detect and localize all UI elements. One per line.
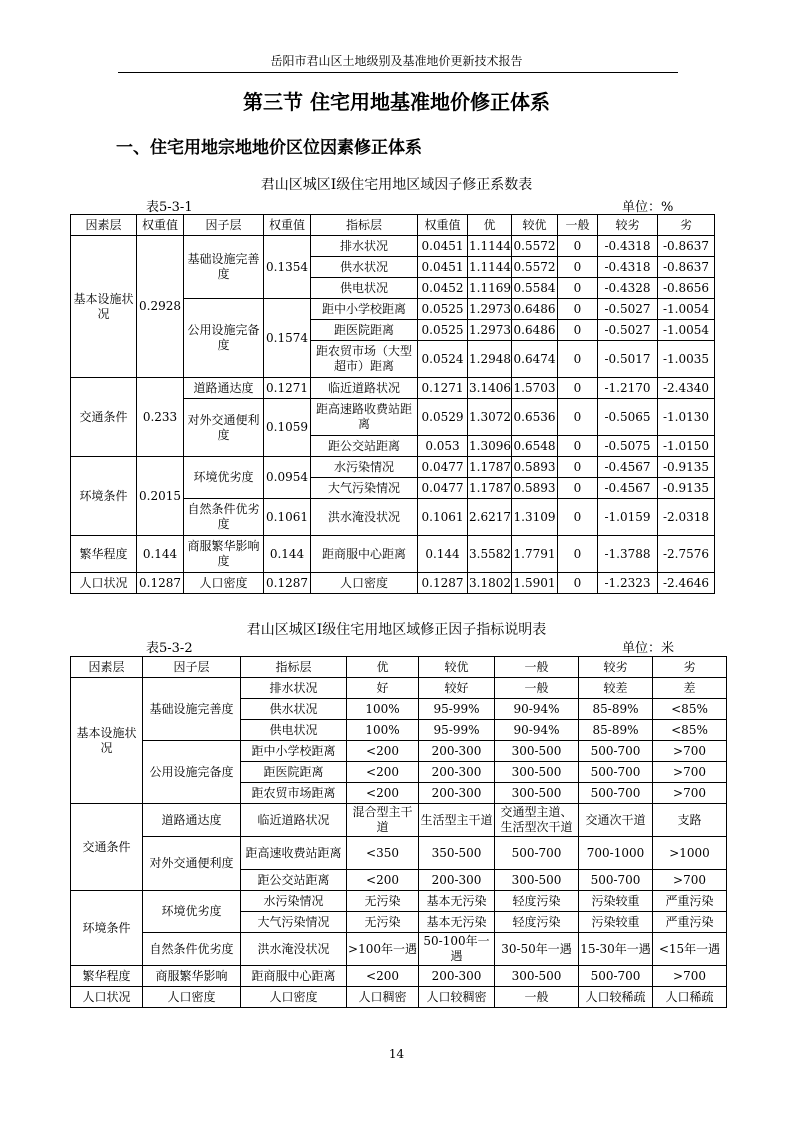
table-cell: 人口密度 <box>184 573 264 594</box>
header-cell: 指标层 <box>241 657 347 678</box>
table-cell: 0.5572 <box>512 257 558 278</box>
table-cell: -0.9135 <box>658 457 715 478</box>
table-cell: 1.1144 <box>468 236 512 257</box>
table-cell: 0.0451 <box>418 236 468 257</box>
table-cell: 距农贸市场（大型超市）距离 <box>311 341 418 378</box>
table-cell: 0.1354 <box>264 236 311 299</box>
table-cell: 环境优劣度 <box>143 891 241 933</box>
table-cell: 0 <box>558 299 598 320</box>
table-cell: 商服繁华影响度 <box>184 536 264 573</box>
table1-number: 表5-3-1 <box>146 200 193 215</box>
table-cell: 2.6217 <box>468 499 512 536</box>
table-cell: 50-100年一遇 <box>419 933 495 966</box>
table-row <box>71 457 715 478</box>
table-cell: 大气污染情况 <box>311 478 418 499</box>
table-cell: 0.0525 <box>418 299 468 320</box>
table-cell: 1.1144 <box>468 257 512 278</box>
table-cell: 0 <box>558 378 598 399</box>
table-cell: 0.1271 <box>418 378 468 399</box>
table-cell: 350-500 <box>419 837 495 870</box>
table-cell: -1.0150 <box>658 436 715 457</box>
table-cell: 0.0524 <box>418 341 468 378</box>
table-cell: -0.8656 <box>658 278 715 299</box>
table-cell: 1.5703 <box>512 378 558 399</box>
table-cell: 500-700 <box>579 762 653 783</box>
table-cell: >700 <box>653 783 727 804</box>
table-cell: <200 <box>347 966 419 987</box>
table-cell: 1.2948 <box>468 341 512 378</box>
table-cell: 差 <box>653 678 727 699</box>
table-cell: -0.5027 <box>598 299 658 320</box>
header-cell: 优 <box>347 657 419 678</box>
table-cell: 混合型主干道 <box>347 804 419 837</box>
table-cell: 供电状况 <box>311 278 418 299</box>
table-cell: 人口稀疏 <box>653 987 727 1008</box>
table-cell: 0 <box>558 536 598 573</box>
table-cell: 100% <box>347 699 419 720</box>
table-cell: 1.2973 <box>468 320 512 341</box>
table-cell: 0.0954 <box>264 457 311 499</box>
table-cell: <200 <box>347 870 419 891</box>
section-title: 第三节 住宅用地基准地价修正体系 <box>243 90 550 114</box>
table-row <box>71 837 727 870</box>
table-cell: 水污染情况 <box>311 457 418 478</box>
table-cell: >100年一遇 <box>347 933 419 966</box>
table2-number: 表5-3-2 <box>146 641 193 656</box>
table-cell: 无污染 <box>347 912 419 933</box>
header-cell: 一般 <box>495 657 579 678</box>
table-cell: -0.5027 <box>598 320 658 341</box>
table-cell: 严重污染 <box>653 912 727 933</box>
table-cell: 500-700 <box>579 741 653 762</box>
table-cell: 0.6486 <box>512 320 558 341</box>
table-cell: 好 <box>347 678 419 699</box>
table-cell: 繁华程度 <box>71 966 143 987</box>
table-cell: 200-300 <box>419 966 495 987</box>
table-cell: 公用设施完备度 <box>143 741 241 804</box>
table-cell: 繁华程度 <box>71 536 137 573</box>
table-row <box>71 933 727 966</box>
table-cell: 交通条件 <box>71 378 137 457</box>
factor-indicator-table <box>70 656 727 1008</box>
header-cell: 较优 <box>419 657 495 678</box>
table-cell: 人口状况 <box>71 987 143 1008</box>
table-cell: -0.4567 <box>598 457 658 478</box>
table-row <box>71 804 727 837</box>
header-cell: 权重值 <box>418 215 468 236</box>
table-cell: -0.4318 <box>598 236 658 257</box>
table-cell: 1.5901 <box>512 573 558 594</box>
table-cell: >700 <box>653 762 727 783</box>
table-cell: 200-300 <box>419 741 495 762</box>
table-cell: 距高速路收费站距离 <box>311 399 418 436</box>
table-cell: 0.6474 <box>512 341 558 378</box>
header-cell: 因素层 <box>71 657 143 678</box>
header-rule <box>118 72 678 73</box>
table-cell: 15-30年一遇 <box>579 933 653 966</box>
table-cell: 排水状况 <box>241 678 347 699</box>
table-cell: -1.0054 <box>658 299 715 320</box>
page-number: 14 <box>388 1047 405 1061</box>
table-row <box>71 236 715 257</box>
table-cell: 1.1169 <box>468 278 512 299</box>
table-cell: 严重污染 <box>653 891 727 912</box>
header-cell: 权重值 <box>137 215 184 236</box>
header-cell: 因素层 <box>71 215 137 236</box>
table-cell: -2.7576 <box>658 536 715 573</box>
table-cell: 1.3072 <box>468 399 512 436</box>
table-cell: 道路通达度 <box>184 378 264 399</box>
table-cell: 0 <box>558 257 598 278</box>
table-cell: 距医院距离 <box>241 762 347 783</box>
table-cell: 公用设施完备度 <box>184 299 264 378</box>
table-cell: 距公交站距离 <box>311 436 418 457</box>
table-cell: >700 <box>653 870 727 891</box>
table-cell: 1.3109 <box>512 499 558 536</box>
table-cell: 人口较稠密 <box>419 987 495 1008</box>
table-cell: 90-94% <box>495 720 579 741</box>
table-cell: 0.2928 <box>137 236 184 378</box>
header-cell: 较劣 <box>598 215 658 236</box>
table-cell: -0.5065 <box>598 399 658 436</box>
table-cell: 无污染 <box>347 891 419 912</box>
table-cell: 0.5893 <box>512 457 558 478</box>
table-row <box>71 378 715 399</box>
table-cell: 污染较重 <box>579 891 653 912</box>
table-cell: 500-700 <box>579 783 653 804</box>
table-cell: 3.5582 <box>468 536 512 573</box>
table-cell: 0 <box>558 236 598 257</box>
factor-coefficient-table <box>70 214 715 594</box>
table2-unit: 单位：米 <box>622 641 675 656</box>
table-cell: 供水状况 <box>311 257 418 278</box>
table-cell: -1.0130 <box>658 399 715 436</box>
table-cell: 0.053 <box>418 436 468 457</box>
header-cell: 指标层 <box>311 215 418 236</box>
table-cell: -1.2323 <box>598 573 658 594</box>
table-cell: 700-1000 <box>579 837 653 870</box>
table-cell: 1.1787 <box>468 478 512 499</box>
table-cell: 距中小学校距离 <box>311 299 418 320</box>
table-cell: 基础设施完善度 <box>184 236 264 299</box>
table-cell: -0.5017 <box>598 341 658 378</box>
header-cell: 较劣 <box>579 657 653 678</box>
table1-unit: 单位：% <box>622 200 674 215</box>
table-cell: 道路通达度 <box>143 804 241 837</box>
table-cell: 污染较重 <box>579 912 653 933</box>
table-cell: 0.2015 <box>137 457 184 536</box>
table-cell: 85-89% <box>579 720 653 741</box>
table-cell: 300-500 <box>495 762 579 783</box>
table-cell: <200 <box>347 762 419 783</box>
table-cell: 基础设施完善度 <box>143 678 241 741</box>
table-cell: 人口密度 <box>311 573 418 594</box>
table-cell: 0 <box>558 341 598 378</box>
table-cell: -1.2170 <box>598 378 658 399</box>
table-cell: 基本设施状况 <box>71 236 137 378</box>
table-cell: 1.3096 <box>468 436 512 457</box>
table-cell: -0.4328 <box>598 278 658 299</box>
header-cell: 因子层 <box>184 215 264 236</box>
table-cell: 90-94% <box>495 699 579 720</box>
table-cell: <85% <box>653 699 727 720</box>
table-cell: 3.1406 <box>468 378 512 399</box>
table-cell: <85% <box>653 720 727 741</box>
table-cell: 30-50年一遇 <box>495 933 579 966</box>
table-cell: 0 <box>558 573 598 594</box>
table-cell: 0.5893 <box>512 478 558 499</box>
table-cell: 0.0477 <box>418 457 468 478</box>
table-cell: 距商服中心距离 <box>311 536 418 573</box>
table-cell: 0.1287 <box>137 573 184 594</box>
table-cell: <350 <box>347 837 419 870</box>
header-row <box>71 215 715 236</box>
table-cell: 0.1061 <box>418 499 468 536</box>
table-cell: 对外交通便利度 <box>143 837 241 891</box>
table-cell: -2.0318 <box>658 499 715 536</box>
header-cell: 较优 <box>512 215 558 236</box>
table-cell: 0.0525 <box>418 320 468 341</box>
table-cell: 0 <box>558 499 598 536</box>
table-row <box>71 741 727 762</box>
table-cell: 0.0477 <box>418 478 468 499</box>
table-cell: 200-300 <box>419 783 495 804</box>
table-row <box>71 573 715 594</box>
table-cell: <15年一遇 <box>653 933 727 966</box>
table-cell: 对外交通便利度 <box>184 399 264 457</box>
table-cell: 交通型主道、生活型次干道 <box>495 804 579 837</box>
table-cell: 1.1787 <box>468 457 512 478</box>
table-cell: 较好 <box>419 678 495 699</box>
table-cell: 0.144 <box>264 536 311 573</box>
table-cell: 轻度污染 <box>495 891 579 912</box>
table-cell: 500-700 <box>495 837 579 870</box>
table-cell: 500-700 <box>579 966 653 987</box>
table-cell: 0.6548 <box>512 436 558 457</box>
table-cell: -1.0035 <box>658 341 715 378</box>
table-cell: 距农贸市场距离 <box>241 783 347 804</box>
table-cell: 供电状况 <box>241 720 347 741</box>
table-cell: 人口状况 <box>71 573 137 594</box>
table-cell: 500-700 <box>579 870 653 891</box>
table-cell: 0.1287 <box>264 573 311 594</box>
table-cell: 支路 <box>653 804 727 837</box>
table-cell: 85-89% <box>579 699 653 720</box>
table-cell: 距商服中心距离 <box>241 966 347 987</box>
table-cell: 0.0451 <box>418 257 468 278</box>
table-cell: 1.2973 <box>468 299 512 320</box>
running-header: 岳阳市君山区土地级别及基准地价更新技术报告 <box>270 54 523 68</box>
table-cell: -1.0159 <box>598 499 658 536</box>
table-cell: 300-500 <box>495 966 579 987</box>
table-cell: <200 <box>347 783 419 804</box>
table-cell: 0.6486 <box>512 299 558 320</box>
table-cell: 100% <box>347 720 419 741</box>
table-cell: 0.1271 <box>264 378 311 399</box>
table-cell: 0 <box>558 278 598 299</box>
table-cell: >1000 <box>653 837 727 870</box>
table-cell: 0.1061 <box>264 499 311 536</box>
table-cell: -2.4340 <box>658 378 715 399</box>
table-cell: >700 <box>653 741 727 762</box>
table-cell: 0.6536 <box>512 399 558 436</box>
table-cell: 0.1574 <box>264 299 311 378</box>
table-row <box>71 891 727 912</box>
subsection-title: 一、住宅用地宗地地价区位因素修正体系 <box>116 138 422 158</box>
table-cell: 0 <box>558 399 598 436</box>
table-cell: -0.8637 <box>658 257 715 278</box>
table-cell: 200-300 <box>419 762 495 783</box>
table-cell: 基本设施状况 <box>71 678 143 804</box>
table-cell: 人口密度 <box>241 987 347 1008</box>
table-cell: -0.5075 <box>598 436 658 457</box>
table-cell: 3.1802 <box>468 573 512 594</box>
table-cell: 交通条件 <box>71 804 143 891</box>
table-cell: -0.4567 <box>598 478 658 499</box>
table-cell: 交通次干道 <box>579 804 653 837</box>
table-cell: 300-500 <box>495 870 579 891</box>
header-cell: 因子层 <box>143 657 241 678</box>
table-cell: 300-500 <box>495 783 579 804</box>
table-cell: 自然条件优劣度 <box>143 933 241 966</box>
table-cell: -0.9135 <box>658 478 715 499</box>
table-cell: 1.7791 <box>512 536 558 573</box>
table-cell: 0.144 <box>418 536 468 573</box>
table-cell: 0.144 <box>137 536 184 573</box>
header-cell: 一般 <box>558 215 598 236</box>
table-cell: 0 <box>558 436 598 457</box>
table-cell: 供水状况 <box>241 699 347 720</box>
table-cell: 人口较稀疏 <box>579 987 653 1008</box>
table-cell: 95-99% <box>419 699 495 720</box>
table-cell: <200 <box>347 741 419 762</box>
table-cell: 临近道路状况 <box>311 378 418 399</box>
table-cell: 基本无污染 <box>419 912 495 933</box>
table-cell: 基本无污染 <box>419 891 495 912</box>
table-cell: 0 <box>558 457 598 478</box>
table-row <box>71 966 727 987</box>
header-cell: 权重值 <box>264 215 311 236</box>
table-cell: 95-99% <box>419 720 495 741</box>
header-cell: 劣 <box>653 657 727 678</box>
table-cell: 0.1287 <box>418 573 468 594</box>
table-cell: 200-300 <box>419 870 495 891</box>
table-row <box>71 536 715 573</box>
table-cell: 轻度污染 <box>495 912 579 933</box>
table-cell: 0.5572 <box>512 236 558 257</box>
table-cell: 一般 <box>495 678 579 699</box>
table-cell: 环境条件 <box>71 457 137 536</box>
table-cell: -0.8637 <box>658 236 715 257</box>
table1-caption: 君山区城区Ⅰ级住宅用地区域因子修正系数表 <box>260 177 533 193</box>
table-cell: 距医院距离 <box>311 320 418 341</box>
table-cell: 0.5584 <box>512 278 558 299</box>
table-cell: >700 <box>653 966 727 987</box>
table-row <box>71 678 727 699</box>
table-cell: 一般 <box>495 987 579 1008</box>
table-cell: 距高速收费站距离 <box>241 837 347 870</box>
table-cell: 大气污染情况 <box>241 912 347 933</box>
table-cell: 距中小学校距离 <box>241 741 347 762</box>
header-row <box>71 657 727 678</box>
table-cell: 0 <box>558 478 598 499</box>
table-cell: 人口密度 <box>143 987 241 1008</box>
table-cell: 临近道路状况 <box>241 804 347 837</box>
table-cell: 水污染情况 <box>241 891 347 912</box>
table-cell: 人口稠密 <box>347 987 419 1008</box>
table-cell: -0.4318 <box>598 257 658 278</box>
table-cell: -1.0054 <box>658 320 715 341</box>
table-cell: 0.0529 <box>418 399 468 436</box>
table-cell: -2.4646 <box>658 573 715 594</box>
header-cell: 优 <box>468 215 512 236</box>
table-cell: 排水状况 <box>311 236 418 257</box>
table-row <box>71 987 727 1008</box>
table-cell: 0.233 <box>137 378 184 457</box>
table-cell: 较差 <box>579 678 653 699</box>
table-cell: 0 <box>558 320 598 341</box>
table-cell: 300-500 <box>495 741 579 762</box>
table-cell: -1.3788 <box>598 536 658 573</box>
table-cell: 距公交站距离 <box>241 870 347 891</box>
table2-caption: 君山区城区Ⅰ级住宅用地区域修正因子指标说明表 <box>246 622 547 638</box>
table-cell: 洪水淹没状况 <box>241 933 347 966</box>
table-cell: 商服繁华影响 <box>143 966 241 987</box>
table-cell: 0.0452 <box>418 278 468 299</box>
header-cell: 劣 <box>658 215 715 236</box>
table-cell: 生活型主干道 <box>419 804 495 837</box>
table-cell: 环境条件 <box>71 891 143 966</box>
table-cell: 0.1059 <box>264 399 311 457</box>
table-cell: 洪水淹没状况 <box>311 499 418 536</box>
table-cell: 环境优劣度 <box>184 457 264 499</box>
table-cell: 自然条件优劣度 <box>184 499 264 536</box>
